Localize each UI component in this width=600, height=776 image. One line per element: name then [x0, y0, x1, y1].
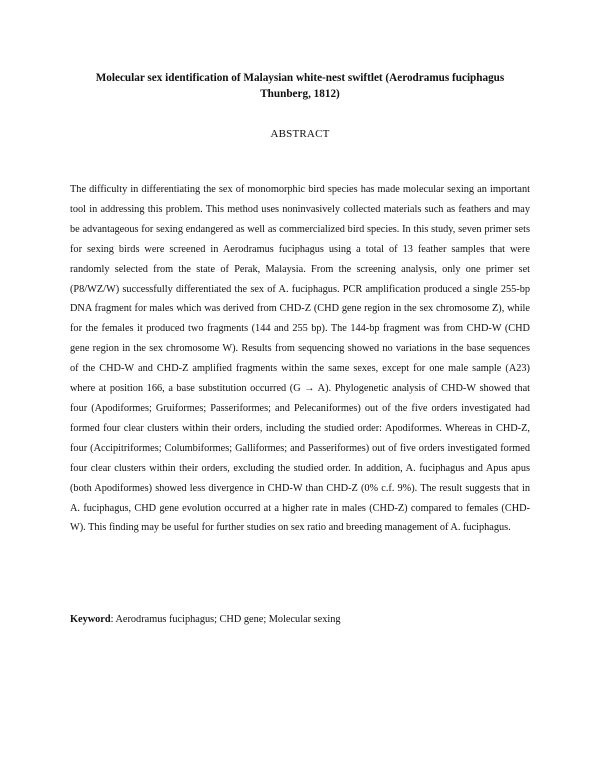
- abstract-body: The difficulty in differentiating the sex of monomorphic bird species has made molecular sexing an important tool in addressing this problem. This method uses noninvasively collected materials such as feathers and may be advantageous for sexing endangered as well as commercialized bird species. In this study, seven primer sets for sexing birds were screened in Aerodramus fuciphagus using a total of 13 feather samples that were randomly selected from the state of Perak, Malaysia. From the screening analysis, only one primer set (P8/WZ/W) successfully differentiated the sex of A. fuciphagus. PCR amplification produced a single 255-bp DNA fragment for males which was derived from CHD-Z (CHD gene region in the sex chromosome Z), while for the females it produced two fragments (144 and 255 bp). The 144-bp fragment was from CHD-W (CHD gene region in the sex chromosome W). Results from sequencing showed no variations in the base sequences of the CHD-W and CHD-Z amplified fragments within the same sexes, except for one male sample (A23) where at position 166, a base substitution occurred (G → A). Phylogenetic analysis of CHD-W showed that four (Apodiformes; Gruiformes; Passeriformes; and Pelecaniformes) out of the five orders investigated had formed four clear clusters within their orders, including the studied order: Apodiformes. Whereas in CHD-Z, four (Accipitriformes; Columbiformes; Galliformes; and Passeriformes) out of five orders investigated formed four clear clusters within their orders, excluding the studied order. In addition, A. fuciphagus and Apus apus (both Apodiformes) showed less divergence in CHD-W than CHD-Z (0% c.f. 9%). The result suggests that in A. fuciphagus, CHD gene evolution occurred at a higher rate in males (CHD-Z) compared to females (CHD-W). This finding may be useful for further studies on sex ratio and breeding management of A. fuciphagus.: [70, 184, 530, 534]
- keywords-line: [70, 613, 530, 627]
- paper-title: Molecular sex identification of Malaysian white-nest swiftlet (Aerodramus fuciphagus Thunberg, 1812): [95, 72, 505, 100]
- abstract-heading: ABSTRACT: [270, 128, 330, 140]
- keyword-label: Keyword: [70, 614, 111, 625]
- keyword-values: : Aerodramus fuciphagus; CHD gene; Molecular sexing: [110, 614, 341, 625]
